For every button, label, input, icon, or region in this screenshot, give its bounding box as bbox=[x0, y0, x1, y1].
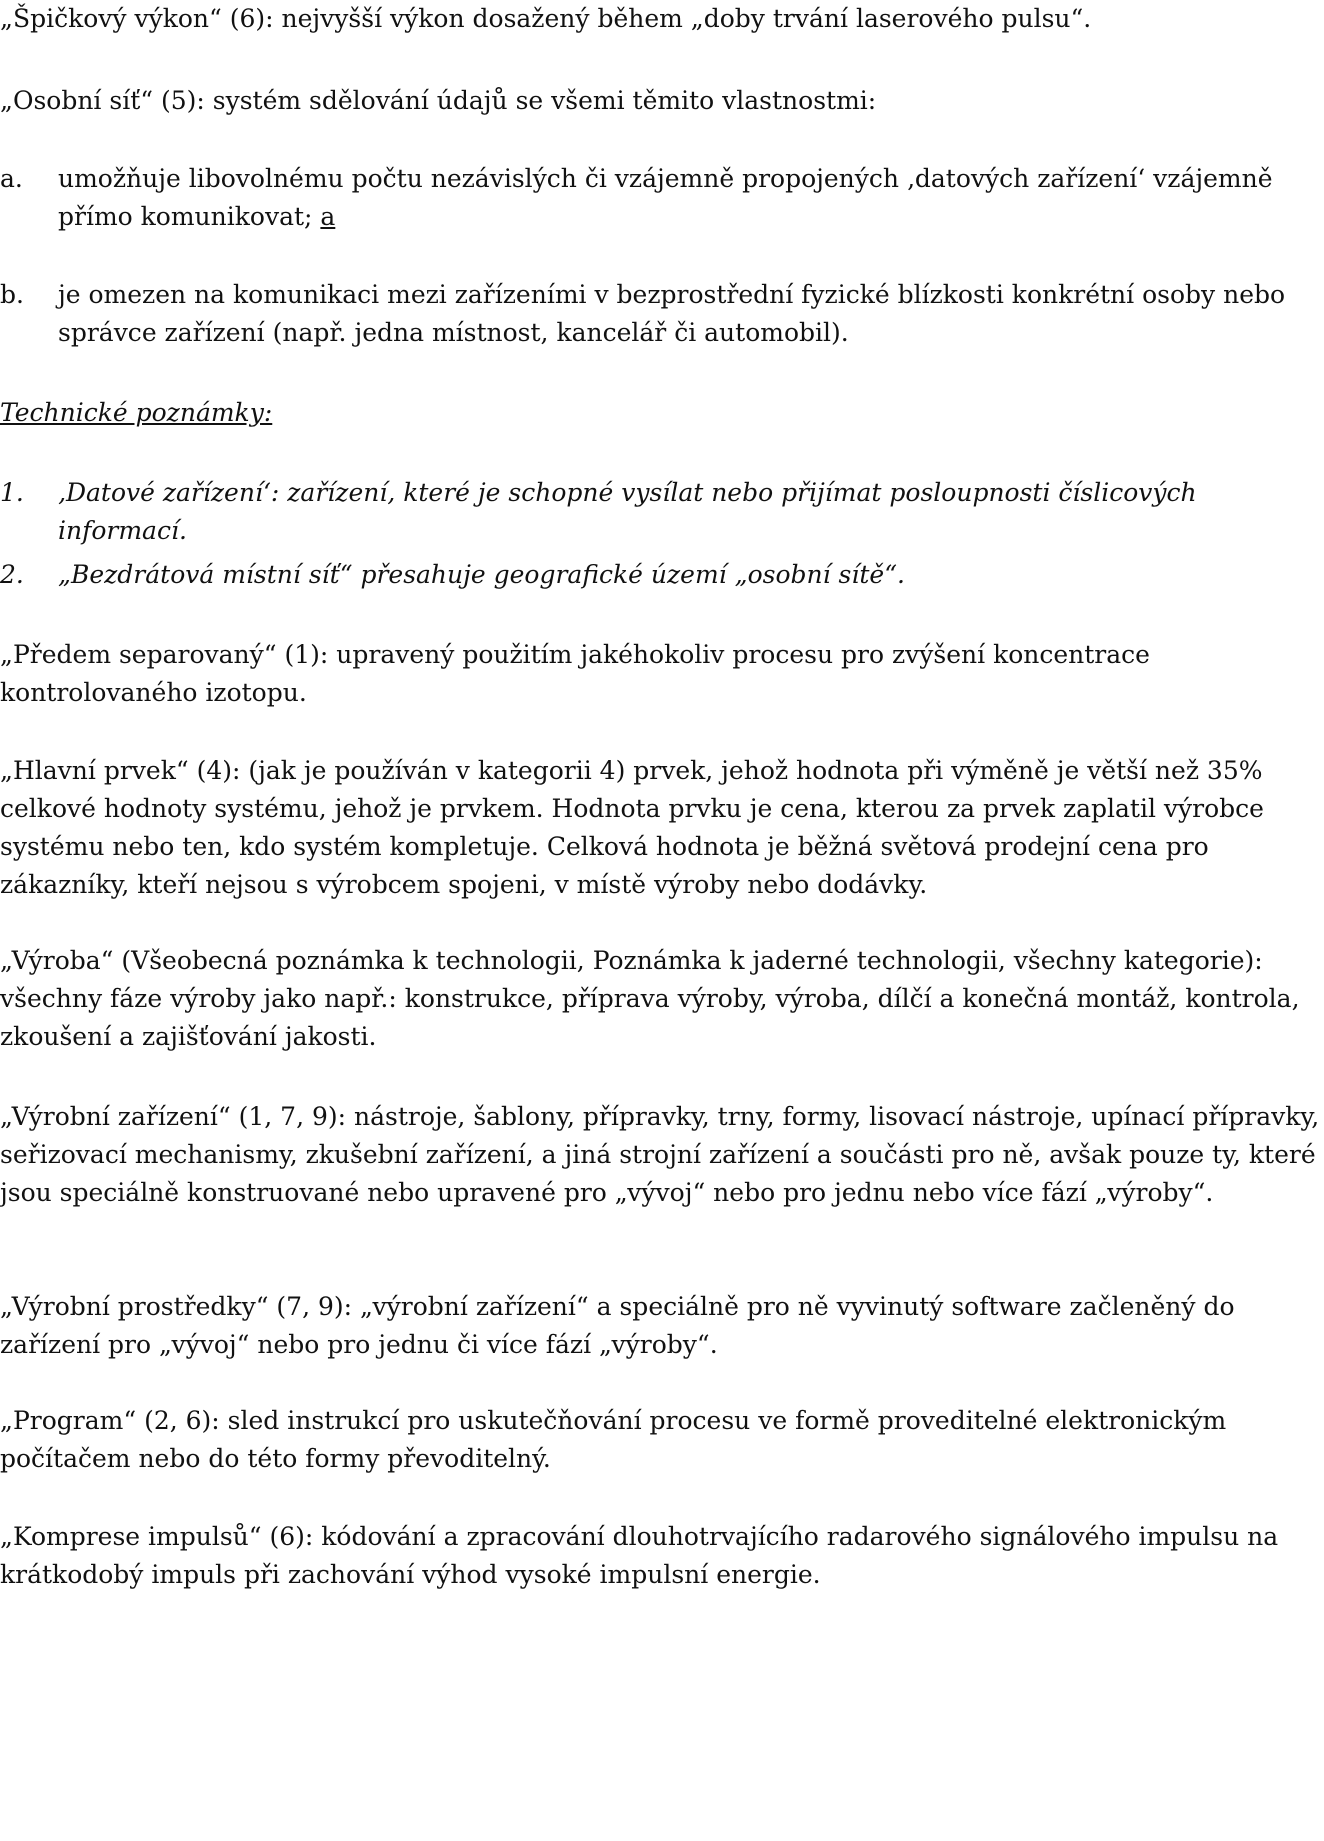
definition-main-element: „Hlavní prvek“ (4): (jak je používán v kategorii 4) prvek, jehož hodnota při výměně je větší než 35% celkové hodnoty systému, jehož je prvkem. Hodnota prvku je cena, kterou za prvek zaplatil výrobce systému nebo ten, kdo systém kompletuje. Celková hodnota je běžná světová prodejní cena pro zákazníky, kteří nejsou s výrobcem spojeni, v místě výroby nebo dodávky. bbox=[0, 756, 1264, 899]
definition-program: „Program“ (2, 6): sled instrukcí pro uskutečňování procesu ve formě proveditelné elektronickým počítačem nebo do této formy převoditelný. bbox=[0, 1406, 1227, 1473]
list-label-b: b. bbox=[0, 280, 24, 309]
list-text-a-body: umožňuje libovolnému počtu nezávislých či vzájemně propojených ‚datových zařízení‘ vzájemně přímo komunikovat; bbox=[58, 164, 1273, 231]
technical-note-1-text: ‚Datové zařízení‘: zařízení, které je schopné vysílat nebo přijímat posloupnosti číslicových informací. bbox=[58, 478, 1197, 545]
definition-peak-power: „Špičkový výkon“ (6): nejvyšší výkon dosažený během „doby trvání laserového pulsu“. bbox=[0, 4, 1092, 33]
technical-note-2-label: 2. bbox=[0, 560, 24, 589]
definition-production: „Výroba“ (Všeobecná poznámka k technologii, Poznámka k jaderné technologii, všechny kategorie): všechny fáze výroby jako např.: konstrukce, příprava výroby, výroba, dílčí a konečná montáž, kontrola, zkoušení a zajišťování jakosti. bbox=[0, 946, 1300, 1051]
definition-production-equipment: „Výrobní zařízení“ (1, 7, 9): nástroje, šablony, přípravky, trny, formy, lisovací nástroje, upínací přípravky, seřizovací mechanismy, zkušební zařízení, a jiná strojní zařízení a součásti pro ně, avšak pouze ty, které jsou speciálně konstruované nebo upravené pro „vývoj“ nebo pro jednu nebo více fází „výroby“. bbox=[0, 1102, 1320, 1207]
list-text-b: je omezen na komunikaci mezi zařízeními v bezprostřední fyzické blízkosti konkrétní osoby nebo správce zařízení (např. jedna místnost, kancelář či automobil). bbox=[58, 280, 1286, 347]
list-label-a: a. bbox=[0, 164, 23, 193]
technical-note-1-label: 1. bbox=[0, 478, 24, 507]
technical-notes-heading: Technické poznámky: bbox=[0, 398, 273, 427]
definition-pulse-compression: „Komprese impulsů“ (6): kódování a zpracování dlouhotrvajícího radarového signálového impulsu na krátkodobý impuls při zachování výhod vysoké impulsní energie. bbox=[0, 1522, 1279, 1589]
definition-production-facilities: „Výrobní prostředky“ (7, 9): „výrobní zařízení“ a speciálně pro ně vyvinutý software začleněný do zařízení pro „vývoj“ nebo pro jednu či více fází „výroby“. bbox=[0, 1292, 1235, 1359]
list-text-a bbox=[58, 160, 1322, 236]
list-item-b bbox=[0, 276, 1322, 352]
definition-pre-separated: „Předem separovaný“ (1): upravený použitím jakéhokoliv procesu pro zvýšení koncentrace kontrolovaného izotopu. bbox=[0, 640, 1150, 707]
list-text-a-tail: a bbox=[320, 202, 336, 231]
technical-note-2-text: „Bezdrátová místní síť“ přesahuje geografické území „osobní sítě“. bbox=[58, 560, 905, 589]
list-item-a bbox=[0, 160, 1322, 236]
definition-personal-network: „Osobní síť“ (5): systém sdělování údajů se všemi těmito vlastnostmi: bbox=[0, 86, 877, 115]
technical-note-1 bbox=[0, 474, 1322, 550]
technical-note-2 bbox=[0, 556, 1322, 594]
